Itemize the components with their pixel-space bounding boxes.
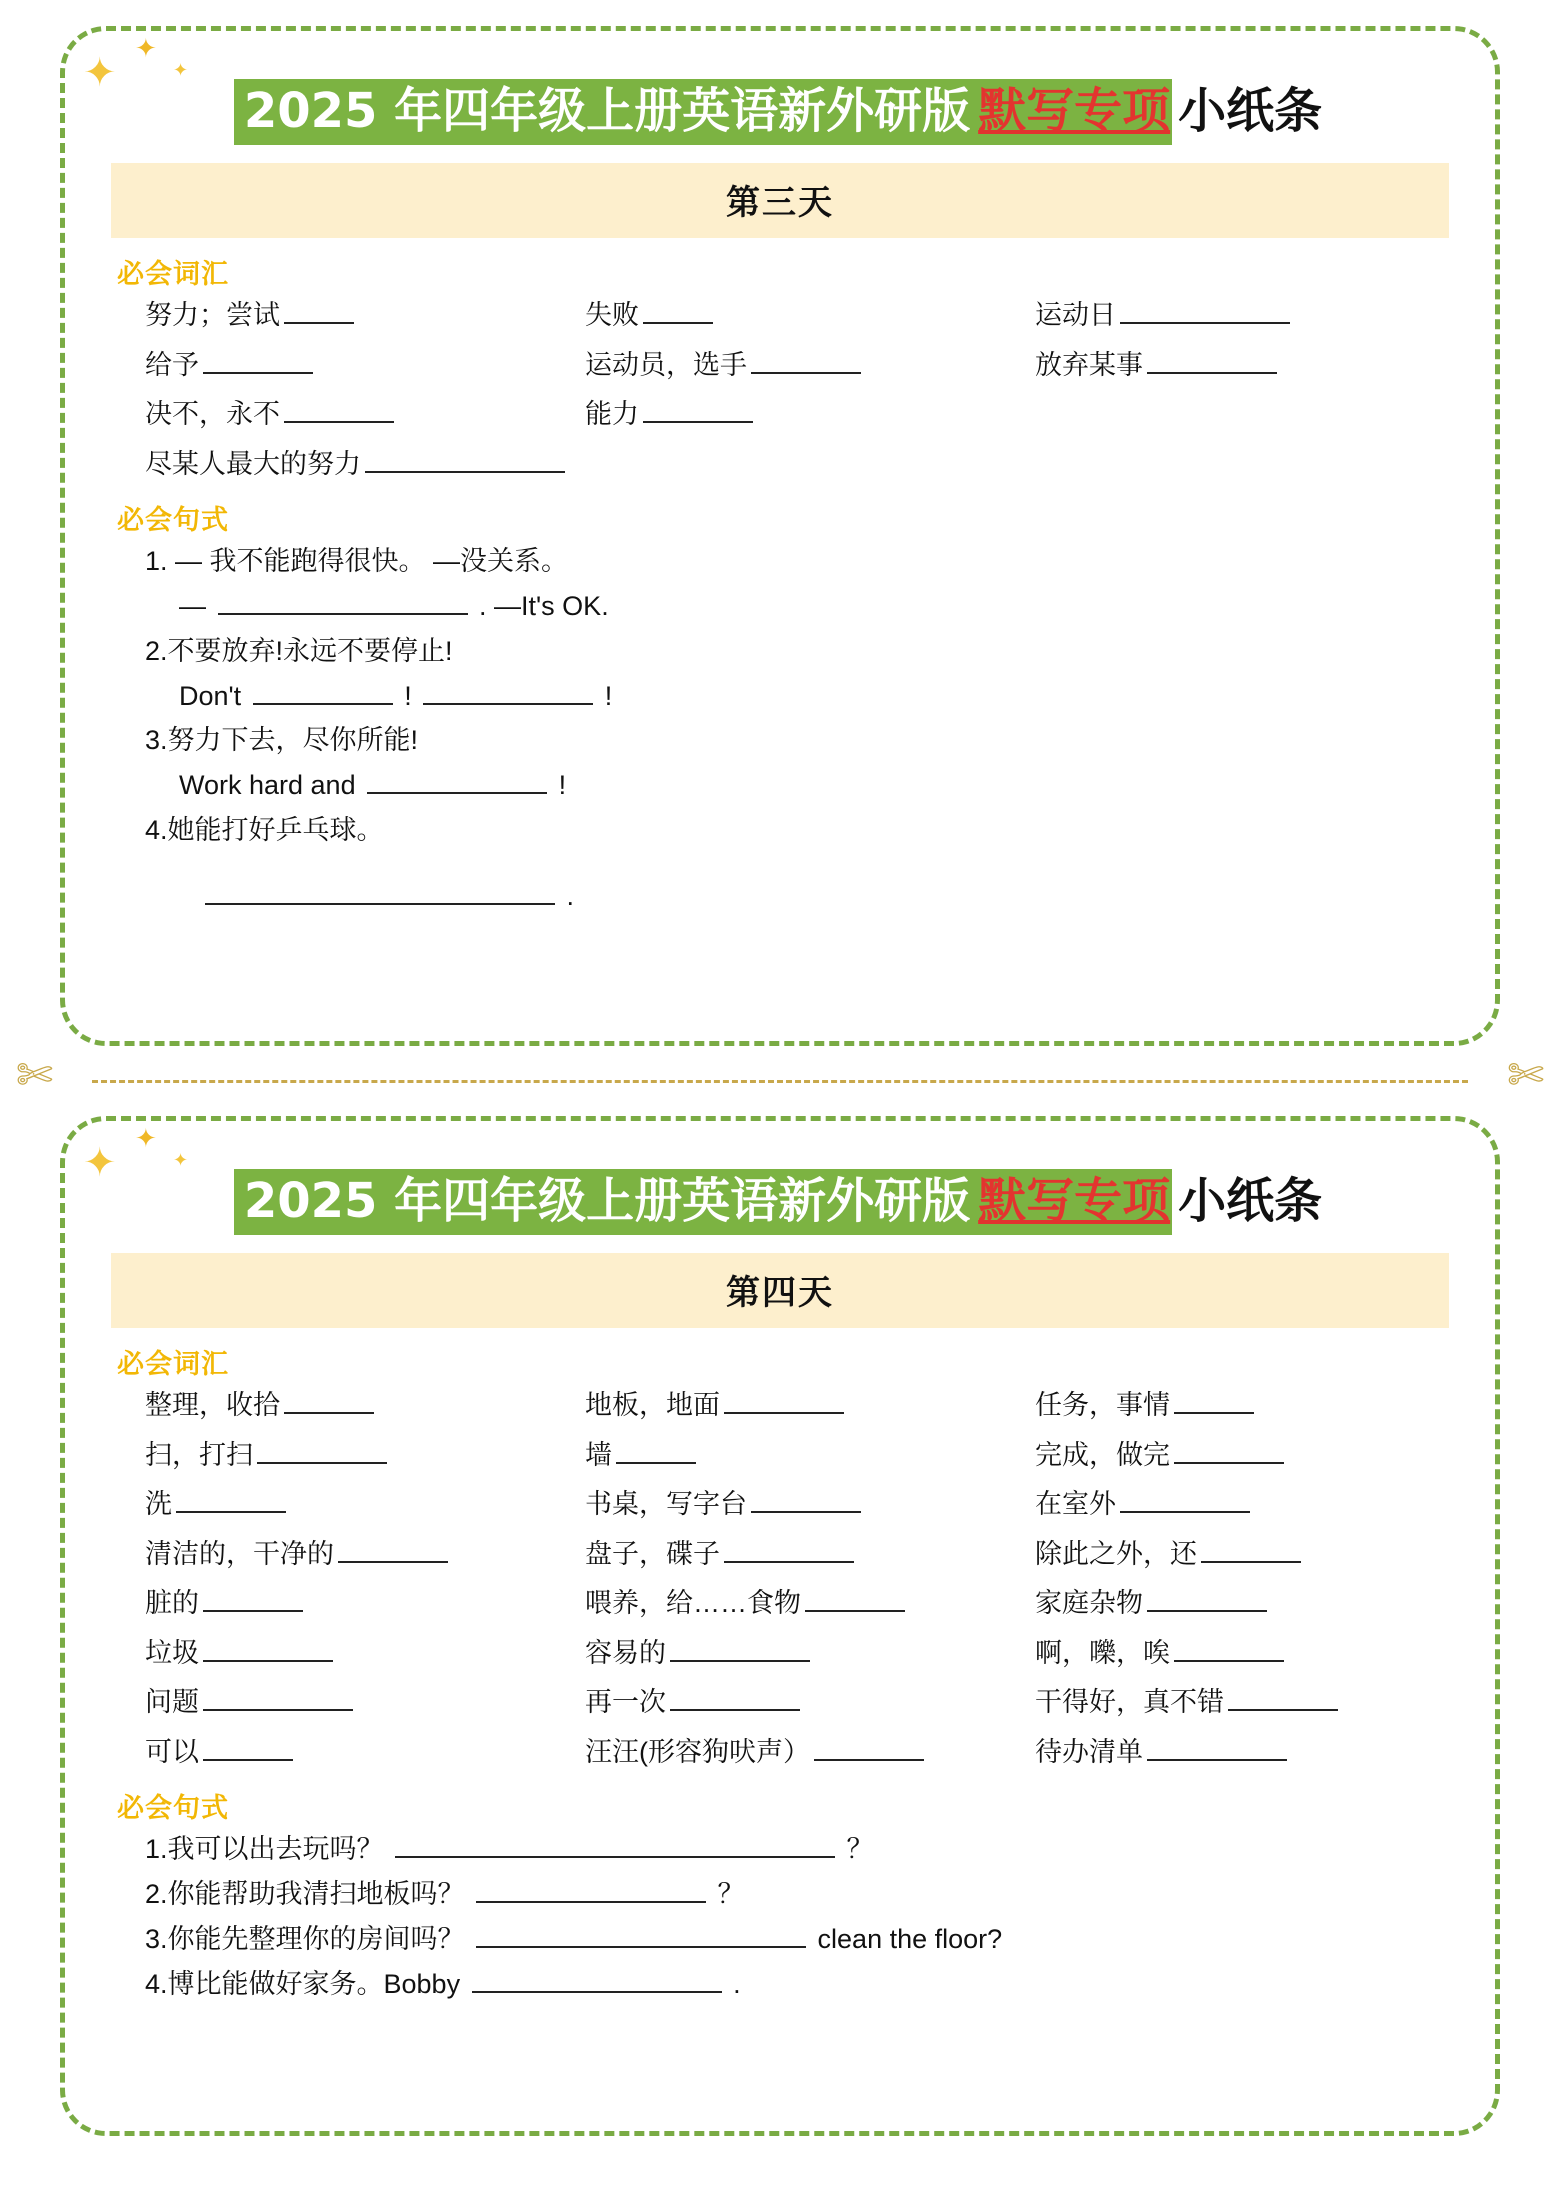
answer-blank[interactable]	[670, 1634, 810, 1662]
title-green-part: 2025 年四年级上册英语新外研版	[234, 79, 976, 145]
answer-blank[interactable]	[616, 1436, 696, 1464]
answer-blank[interactable]	[724, 1386, 844, 1414]
answer-blank[interactable]	[1120, 296, 1290, 324]
sentence-list-day3	[111, 541, 1449, 918]
vocab-item: 脏的	[145, 1583, 585, 1624]
section-label-sentences: 必会句式	[117, 1793, 229, 1823]
vocab-item-empty	[1035, 394, 1449, 435]
vocab-item: 除此之外，还	[1035, 1534, 1449, 1575]
sparkle-icon: ✦	[83, 51, 117, 95]
sentence-line: 3.努力下去，尽你所能!	[145, 725, 419, 756]
answer-blank[interactable]	[176, 1485, 286, 1513]
vocab-item: 地板，地面	[585, 1385, 1035, 1426]
answer-blank[interactable]	[643, 395, 753, 423]
title-highlight-part: 默写专项	[976, 1169, 1172, 1235]
answer-blank[interactable]	[205, 877, 555, 905]
vocab-item: 盘子，碟子	[585, 1534, 1035, 1575]
vocab-item: 喂养，给……食物	[585, 1583, 1035, 1624]
answer-blank[interactable]	[751, 346, 861, 374]
vocab-item: 决不，永不	[145, 394, 585, 435]
scissors-icon: ✄	[16, 1051, 53, 1100]
answer-blank[interactable]	[218, 587, 468, 615]
vocab-item: 任务，事情	[1035, 1385, 1449, 1426]
sparkle-icon: ✦	[135, 33, 157, 63]
sentence-line: — . —It's OK.	[145, 586, 1449, 628]
answer-blank[interactable]	[284, 395, 394, 423]
vocab-item: 整理，收拾	[145, 1385, 585, 1426]
sentence-line: 4.她能打好乒乓球。	[145, 815, 384, 846]
vocab-item: 尽某人最大的努力	[145, 444, 1449, 485]
vocab-item: 待办清单	[1035, 1732, 1449, 1773]
worksheet-card-day4	[60, 1116, 1500, 2136]
answer-blank[interactable]	[1147, 1733, 1287, 1761]
answer-blank[interactable]	[1174, 1634, 1284, 1662]
vocab-item: 书桌，写字台	[585, 1484, 1035, 1525]
page-title	[111, 79, 1449, 145]
sentence-line: 4.博比能做好家务。Bobby .	[145, 1964, 1449, 2006]
answer-blank[interactable]	[203, 1683, 353, 1711]
vocab-item: 放弃某事	[1035, 345, 1449, 386]
vocab-item: 给予	[145, 345, 585, 386]
answer-blank[interactable]	[1174, 1436, 1284, 1464]
vocab-item: 啊，嚛，唉	[1035, 1633, 1449, 1674]
vocab-item: 在室外	[1035, 1484, 1449, 1525]
answer-blank[interactable]	[1120, 1485, 1250, 1513]
answer-blank[interactable]	[670, 1683, 800, 1711]
sentence-line: .	[145, 876, 1449, 918]
answer-blank[interactable]	[253, 677, 393, 705]
answer-blank[interactable]	[395, 1830, 835, 1858]
section-label-vocab: 必会词汇	[117, 1349, 229, 1379]
sentence-line: Don't ! !	[145, 676, 1449, 718]
title-suffix-part: 小纸条	[1178, 83, 1323, 139]
answer-blank[interactable]	[472, 1965, 722, 1993]
vocab-item: 容易的	[585, 1633, 1035, 1674]
answer-blank[interactable]	[284, 1386, 374, 1414]
sentence-list-day4	[111, 1829, 1449, 2005]
answer-blank[interactable]	[284, 296, 354, 324]
vocab-item: 努力；尝试	[145, 295, 585, 336]
sparkle-icon: ✦	[173, 60, 189, 80]
vocab-item: 问题	[145, 1682, 585, 1723]
answer-blank[interactable]	[814, 1733, 924, 1761]
section-label-vocab: 必会词汇	[117, 259, 229, 289]
answer-blank[interactable]	[338, 1535, 448, 1563]
answer-blank[interactable]	[1201, 1535, 1301, 1563]
sentence-line: 3.你能先整理你的房间吗？ clean the floor?	[145, 1919, 1449, 1961]
answer-blank[interactable]	[203, 346, 313, 374]
answer-blank[interactable]	[367, 766, 547, 794]
scissors-icon: ✄	[1507, 1051, 1544, 1100]
dashed-cut-line	[92, 1080, 1468, 1083]
vocab-item: 能力	[585, 394, 1035, 435]
title-green-part: 2025 年四年级上册英语新外研版	[234, 1169, 976, 1235]
answer-blank[interactable]	[805, 1584, 905, 1612]
vocab-item: 运动日	[1035, 295, 1449, 336]
vocab-item: 扫，打扫	[145, 1435, 585, 1476]
answer-blank[interactable]	[203, 1634, 333, 1662]
sentence-line: 2.不要放弃!永远不要停止!	[145, 635, 453, 666]
vocab-grid-day3	[111, 295, 1449, 484]
cut-divider	[0, 1046, 1560, 1116]
answer-blank[interactable]	[476, 1875, 706, 1903]
vocab-item: 完成，做完	[1035, 1435, 1449, 1476]
answer-blank[interactable]	[1228, 1683, 1338, 1711]
answer-blank[interactable]	[724, 1535, 854, 1563]
answer-blank[interactable]	[643, 296, 713, 324]
vocab-item: 垃圾	[145, 1633, 585, 1674]
vocab-item: 干得好，真不错	[1035, 1682, 1449, 1723]
worksheet-card-day3	[60, 26, 1500, 1046]
vocab-item: 失败	[585, 295, 1035, 336]
answer-blank[interactable]	[257, 1436, 387, 1464]
answer-blank[interactable]	[203, 1733, 293, 1761]
sentence-line: 2.你能帮助我清扫地板吗？ ？	[145, 1874, 1449, 1916]
sparkle-icon: ✦	[135, 1123, 157, 1153]
vocab-item: 墙	[585, 1435, 1035, 1476]
vocab-item: 再一次	[585, 1682, 1035, 1723]
title-suffix-part: 小纸条	[1178, 1173, 1323, 1229]
answer-blank[interactable]	[1147, 1584, 1267, 1612]
answer-blank[interactable]	[476, 1920, 806, 1948]
vocab-item: 汪汪(形容狗吠声）	[585, 1732, 1035, 1773]
sparkle-icon: ✦	[173, 1150, 189, 1170]
vocab-item: 运动员，选手	[585, 345, 1035, 386]
day-banner: 第三天	[111, 163, 1449, 238]
title-highlight-part: 默写专项	[976, 79, 1172, 145]
page-title	[111, 1169, 1449, 1235]
vocab-item: 清洁的，干净的	[145, 1534, 585, 1575]
answer-blank[interactable]	[1147, 346, 1277, 374]
vocab-item: 家庭杂物	[1035, 1583, 1449, 1624]
sentence-line: Work hard and !	[145, 765, 1449, 807]
sentence-line: 1.我可以出去玩吗？ ？	[145, 1829, 1449, 1871]
vocab-item: 洗	[145, 1484, 585, 1525]
sparkle-icon: ✦	[83, 1141, 117, 1185]
answer-blank[interactable]	[1174, 1386, 1254, 1414]
vocab-item: 可以	[145, 1732, 585, 1773]
day-banner: 第四天	[111, 1253, 1449, 1328]
sentence-line: 1. — 我不能跑得很快。 —没关系。	[145, 546, 569, 576]
section-label-sentences: 必会句式	[117, 505, 229, 535]
answer-blank[interactable]	[751, 1485, 861, 1513]
answer-blank[interactable]	[203, 1584, 303, 1612]
answer-blank[interactable]	[423, 677, 593, 705]
vocab-grid-day4	[111, 1385, 1449, 1772]
answer-blank[interactable]	[365, 445, 565, 473]
